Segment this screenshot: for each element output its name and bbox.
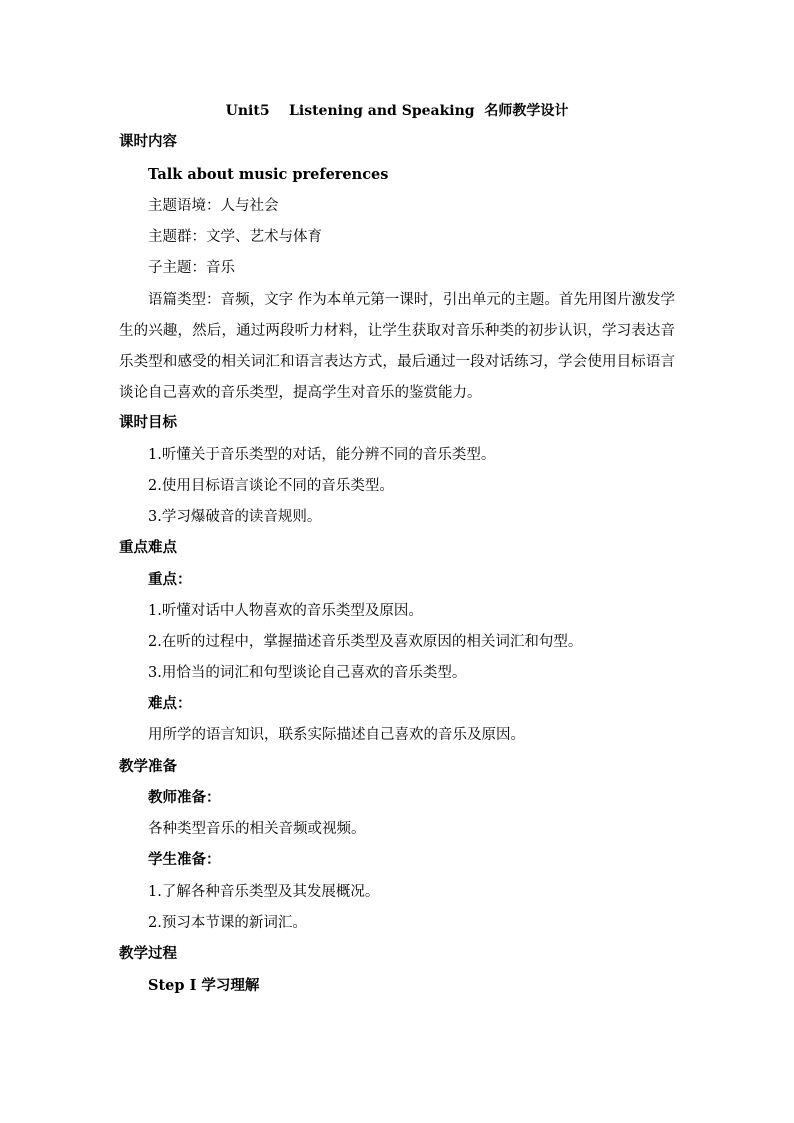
section-heading-preparation: 教学准备 (119, 758, 177, 775)
teacher-prep-text: 各种类型音乐的相关音频或视频。 (148, 821, 366, 837)
difficult-point-text: 用所学的语言知识，联系实际描述自己喜欢的音乐及原因。 (148, 727, 525, 743)
document-title: Unit5 Listening and Speaking 名师教学设计 (225, 103, 569, 119)
theme-group: 主题群：文学、艺术与体育 (148, 229, 322, 245)
goal-item-3: 3.学习爆破音的读音规则。 (148, 509, 322, 525)
section-heading-process: 教学过程 (119, 945, 177, 962)
section-heading-key-difficult: 重点难点 (119, 539, 177, 556)
student-prep-item-1: 1.了解各种音乐类型及其发展概况。 (148, 884, 380, 900)
discourse-type-paragraph: 语篇类型：音频，文字 作为本单元第一课时，引出单元的主题。首先用图片激发学生的兴趣，然后，通过两段听力材料，让学生获取对音乐种类的初步认识，学习表达音乐类型和感受的相关词汇和语言表达方式，最后通过一段对话练习，学会使用目标语言谈论自己喜欢的音乐类型，提高学生对音乐的鉴赏能力。 (119, 292, 675, 401)
key-point-2: 2.在听的过程中，掌握描述音乐类型及喜欢原因的相关词汇和句型。 (148, 634, 583, 650)
lesson-topic: Talk about music preferences (148, 166, 389, 183)
student-prep-label: 学生准备： (148, 851, 221, 868)
goal-item-1: 1.听懂关于音乐类型的对话，能分辨不同的音乐类型。 (148, 447, 496, 463)
key-point-1: 1.听懂对话中人物喜欢的音乐类型及原因。 (148, 603, 423, 619)
student-prep-item-2: 2.预习本节课的新词汇。 (148, 915, 307, 931)
section-heading-lesson-content: 课时内容 (119, 133, 177, 150)
step-one-heading: Step I 学习理解 (148, 977, 260, 994)
difficult-points-label: 难点： (148, 695, 192, 712)
section-heading-lesson-goals: 课时目标 (119, 414, 177, 431)
theme-context: 主题语境：人与社会 (148, 198, 279, 214)
key-points-label: 重点： (148, 571, 192, 588)
goal-item-2: 2.使用目标语言谈论不同的音乐类型。 (148, 478, 394, 494)
sub-topic: 子主题：音乐 (148, 260, 235, 276)
teacher-prep-label: 教师准备： (148, 789, 221, 806)
key-point-3: 3.用恰当的词汇和句型谈论自己喜欢的音乐类型。 (148, 665, 467, 681)
